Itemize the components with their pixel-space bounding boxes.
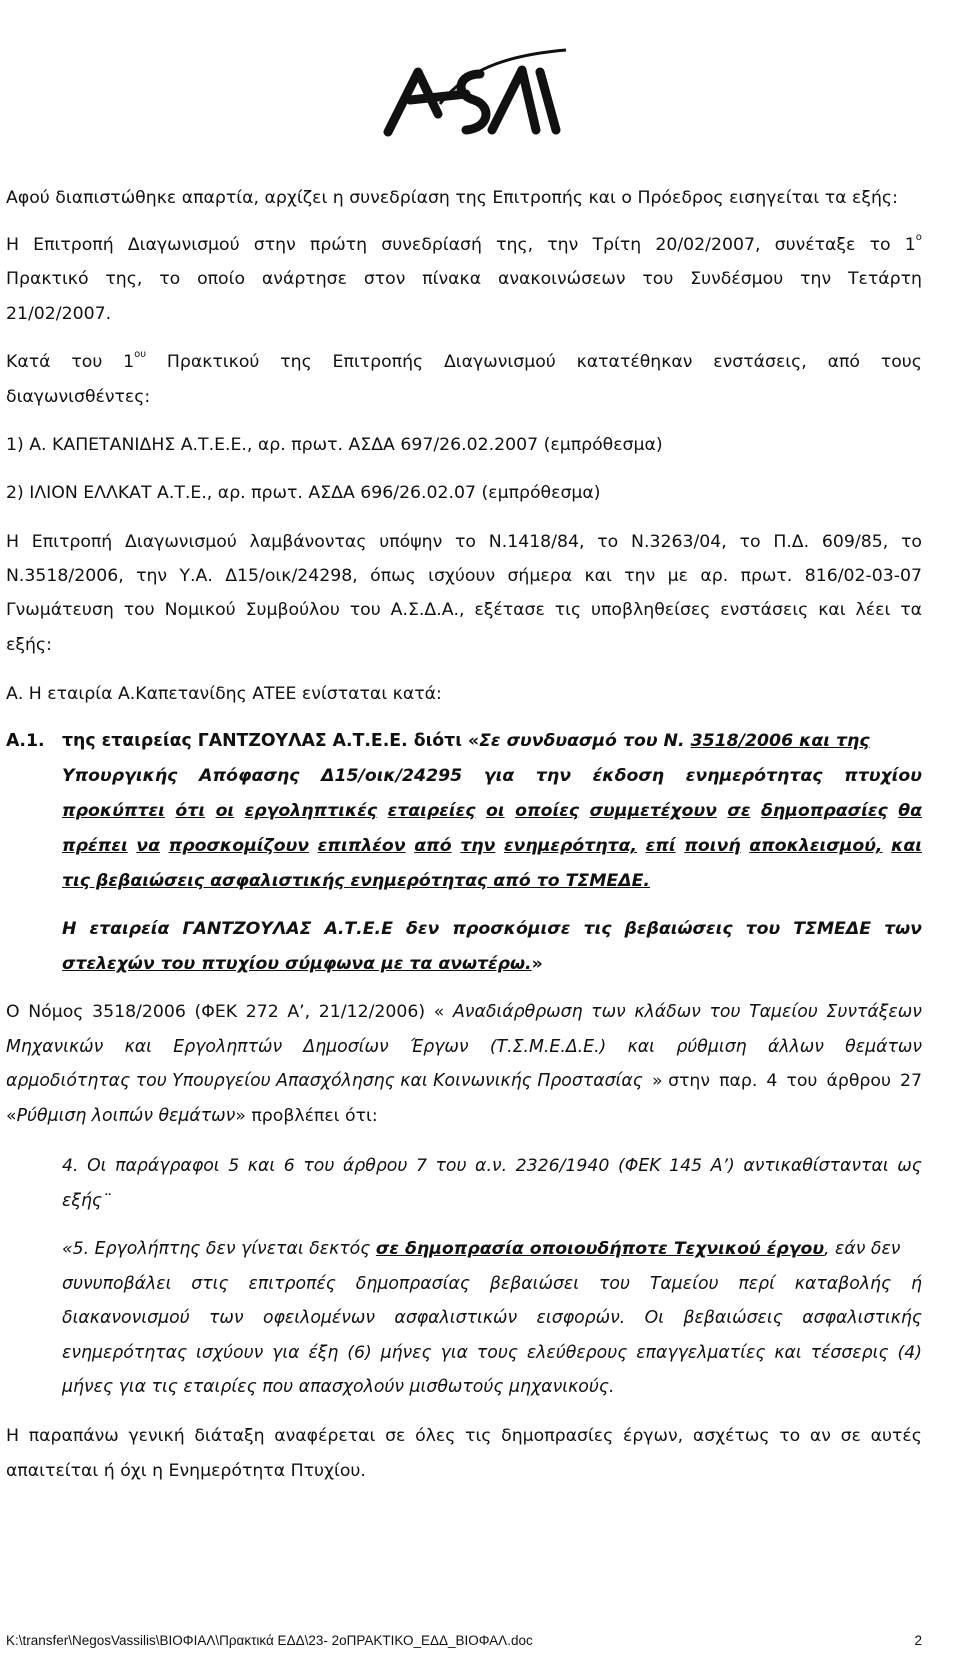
word: 27	[900, 1071, 922, 1091]
word: τους	[880, 352, 922, 372]
word: να	[136, 836, 160, 856]
word: Συνδέσμου	[690, 269, 784, 289]
word: ΓΑΝΤΖΟΥΛΑΣ	[182, 919, 312, 939]
word: όπως	[370, 566, 416, 586]
word: 21/12/2006)	[318, 1002, 426, 1022]
word: Επιτροπή	[31, 532, 113, 552]
word: για	[440, 1343, 468, 1363]
a1-line	[62, 917, 922, 941]
word: Οι	[87, 1156, 107, 1176]
word: Α’,	[287, 1002, 311, 1022]
law-paragraph-line: αρμοδιότητας του Υπουργείου Απασχόλησης και Κοινωνικής Προστασίας » στην παρ. 4 του άρθρου 27	[6, 1071, 922, 1091]
word: βεβαιώσεις	[624, 919, 733, 939]
page-footer	[6, 1632, 922, 1650]
word: Διαγωνισμού	[125, 532, 237, 552]
word: την	[547, 235, 579, 255]
word: Μηχανικών	[6, 1037, 104, 1057]
word: τις	[583, 919, 612, 939]
word: από	[827, 352, 860, 372]
word: 4	[766, 1071, 778, 1091]
word: ασφαλιστικής	[802, 1308, 922, 1328]
word: οι	[215, 801, 235, 821]
word: του	[598, 1274, 630, 1294]
word: από	[414, 836, 452, 856]
word: ισχύουν	[428, 566, 496, 586]
word: παράγραφοι	[115, 1156, 220, 1176]
review-paragraph-line	[6, 564, 922, 588]
word: επαγγελματίες	[636, 1343, 766, 1363]
word: των	[209, 1308, 244, 1328]
word: Ν.1418/84,	[488, 532, 585, 552]
word: Νόμος	[28, 1002, 84, 1022]
a1-line: Α.1. της εταιρείας ΓΑΝΤΖΟΥΛΑΣ Α.Τ.Ε.Ε. διότι «Σε συνδυασμό του Ν. 3518/2006 και της	[6, 731, 870, 751]
word: λαμβάνοντας	[249, 532, 367, 552]
word: Η	[6, 235, 19, 255]
word: τις	[465, 1426, 492, 1446]
word: (ΦΕΚ	[617, 1156, 661, 1176]
word: υπόψην	[379, 532, 443, 552]
quote-line	[62, 1306, 922, 1330]
quote-line	[62, 1272, 922, 1296]
word: Α.Σ.Δ.Α.,	[390, 600, 465, 620]
word: συνέταξε	[774, 235, 856, 255]
file-path: K:\transfer\NegosVassilis\ΒΙΟΦΙΑΛ\Πρακτικά ΕΔΔ\23- 2οΠΡΑΚΤΙΚΟ_ΕΔΔ_ΒΙΟΦΑΛ.doc	[6, 1633, 533, 1648]
commission-paragraph-line: 21/02/2007.	[6, 304, 112, 324]
word: ανακοινώσεων	[497, 269, 626, 289]
word: Νομικού	[164, 600, 236, 620]
word: βεβαιώσει	[489, 1274, 580, 1294]
a1-line: τις βεβαιώσεις ασφαλιστικής ενημερότητας από το ΤΣΜΕΔΕ.	[62, 871, 650, 891]
word: το	[779, 1426, 801, 1446]
word: του	[349, 600, 381, 620]
word: Π.Δ.	[773, 532, 810, 552]
word: του	[709, 1002, 741, 1022]
review-paragraph-line	[6, 530, 922, 554]
word: 6	[283, 1156, 295, 1176]
word: την	[535, 766, 571, 786]
word: προσκόμισε	[452, 919, 571, 939]
word: αν	[809, 1426, 831, 1446]
objection-item: 1) Α. ΚΑΠΕΤΑΝΙΔΗΣ Α.Τ.Ε.Ε., αρ. πρωτ. ΑΣΔΑ 697/26.02.2007 (εμπρόθεσμα)	[6, 435, 663, 455]
word: ισχύουν	[195, 1343, 264, 1363]
word: θα	[898, 801, 922, 821]
word: (Τ.Σ.Μ.Ε.Δ.Ε.)	[489, 1037, 607, 1057]
word: του	[123, 600, 155, 620]
word: 2326/1940	[515, 1156, 610, 1176]
word: Έργων	[409, 1037, 469, 1057]
word: παραπάνω	[28, 1426, 119, 1446]
word: του	[303, 1156, 335, 1176]
law-paragraph-line	[6, 1035, 922, 1059]
a1-line	[62, 799, 922, 823]
word: επί	[645, 836, 676, 856]
word: εξέτασε	[474, 600, 545, 620]
word: οποίο	[197, 269, 246, 289]
word: οφειλομένων	[262, 1308, 376, 1328]
word: 4.	[62, 1156, 79, 1176]
word: ασφαλιστικών	[394, 1308, 518, 1328]
word: (4)	[897, 1343, 922, 1363]
word: δημοπρασίας	[355, 1274, 470, 1294]
word: εισφορών.	[536, 1308, 626, 1328]
word: Ο	[6, 1002, 20, 1022]
word: του	[71, 352, 103, 372]
word: της,	[496, 235, 534, 255]
word: πρώτη	[309, 235, 368, 255]
word: διακανονισμού	[62, 1308, 190, 1328]
word: αντικαθίστανται	[743, 1156, 889, 1176]
word: σήμερα	[507, 566, 573, 586]
word: γενική	[128, 1426, 185, 1446]
word: 20/02/2007,	[655, 235, 761, 255]
word: υποβληθείσες	[591, 600, 711, 620]
word: Ταμείου	[649, 1274, 719, 1294]
word: της,	[105, 269, 143, 289]
quote-line: εξής¨	[62, 1191, 111, 1211]
word: την	[136, 566, 168, 586]
word: συνεδρίασή	[381, 235, 482, 255]
word: δημοπρασίες	[760, 801, 888, 821]
word: Πρακτικού	[166, 352, 260, 372]
word: Η	[6, 1426, 19, 1446]
word: και	[891, 836, 922, 856]
word: ή	[910, 1274, 922, 1294]
word: Υ.Α.	[179, 566, 213, 586]
word: στην	[253, 235, 296, 255]
word: εταιρείες	[387, 801, 476, 821]
objection-item: 2) ΙΛΙΟΝ ΕΛΛΚΑΤ Α.Τ.Ε., αρ. πρωτ. ΑΣΔΑ 696/26.02.07 (εμπρόθεσμα)	[6, 483, 601, 503]
word: ενημερότητας	[685, 766, 823, 786]
word: Απόφασης	[199, 766, 300, 786]
word: εταιρεία	[89, 919, 170, 939]
word: Δημοσίων	[303, 1037, 389, 1057]
word: αυτές	[870, 1426, 922, 1446]
word: 3518/2006	[92, 1002, 186, 1022]
word: Κατά	[6, 352, 51, 372]
word: α.ν.	[475, 1156, 508, 1176]
word: Δ15/οικ/24298,	[225, 566, 358, 586]
word: έκδοση	[592, 766, 665, 786]
word: πίνακα	[422, 269, 482, 289]
word: τους	[476, 1343, 518, 1363]
word: και	[627, 1037, 656, 1057]
word: ανάρτησε	[261, 269, 347, 289]
word: 5	[228, 1156, 240, 1176]
word: πρέπει	[62, 836, 128, 856]
word: Ν.3263/04,	[631, 532, 727, 552]
word: ασχέτως	[692, 1426, 770, 1446]
word: » στην	[652, 1071, 711, 1091]
word: 145	[669, 1156, 703, 1176]
word: ελεύθερους	[526, 1343, 628, 1363]
a1-line	[62, 834, 922, 858]
page-number: 2	[914, 1633, 922, 1648]
word: των	[591, 1002, 626, 1022]
quote-line: «5. Εργολήπτης δεν γίνεται δεκτός σε δημοπρασία οποιουδήποτε Τεχνικού έργου, εάν δεν	[62, 1239, 901, 1259]
word: στις	[191, 1274, 229, 1294]
word: για	[272, 1343, 300, 1363]
word: το	[900, 532, 922, 552]
word: διάταξη	[194, 1426, 265, 1446]
word: το	[597, 532, 619, 552]
word: λέει	[855, 600, 891, 620]
word: 272	[245, 1002, 279, 1022]
word: ποινή	[684, 836, 741, 856]
word: 7	[415, 1156, 427, 1176]
word: και	[818, 600, 846, 620]
word: 609/85,	[821, 532, 889, 552]
word: του	[435, 1156, 467, 1176]
word: 816/02-03-07	[804, 566, 922, 586]
objections-paragraph-line: διαγωνισθέντες:	[6, 387, 151, 407]
word: και	[124, 1037, 153, 1057]
word: Συμβούλου	[245, 600, 340, 620]
word: καταβολής	[794, 1274, 892, 1294]
word: Η	[6, 532, 19, 552]
word: μήνες	[380, 1343, 432, 1363]
word: Τρίτη	[592, 235, 642, 255]
word: Ταμείου	[749, 1002, 818, 1022]
word: έργων,	[622, 1426, 684, 1446]
intro-paragraph: Αφού διαπιστώθηκε απαρτία, αρχίζει η συνεδρίαση της Επιτροπής και ο Πρόεδρος εισηγείται τα εξής:	[6, 188, 898, 208]
word: Α’)	[710, 1156, 735, 1176]
word: Συντάξεων	[826, 1002, 922, 1022]
word: Τετάρτη	[847, 269, 922, 289]
word: Γνωμάτευση	[6, 600, 114, 620]
word: για	[483, 766, 515, 786]
review-paragraph-line	[6, 598, 922, 622]
commission-paragraph-line	[6, 233, 922, 257]
law-paragraph-line: «Ρύθμιση λοιπών θεμάτων» προβλέπει ότι:	[6, 1106, 378, 1126]
quote-line	[62, 1154, 922, 1178]
word: οι	[485, 801, 505, 821]
word: (6)	[347, 1343, 372, 1363]
word: Δ15/οικ/24295	[321, 766, 463, 786]
word: Διαγωνισμού	[443, 352, 556, 372]
law-paragraph-line	[6, 1000, 922, 1024]
word: την	[624, 566, 656, 586]
word: σε	[727, 801, 751, 821]
word: επιπλέον	[317, 836, 406, 856]
word: στον	[363, 269, 406, 289]
word: ενημερότητας	[62, 1343, 188, 1363]
word: ΤΣΜΕΔΕ	[793, 919, 872, 939]
word: προσκομίζουν	[168, 836, 310, 856]
word: σε	[840, 1426, 861, 1446]
word: το	[869, 235, 891, 255]
word: δημοπρασίες	[501, 1426, 614, 1446]
word: βεβαιώσεις	[683, 1308, 783, 1328]
word: το	[739, 532, 761, 552]
commission-paragraph-line	[6, 267, 922, 291]
review-paragraph-line: εξής:	[6, 635, 52, 655]
word: και	[247, 1156, 276, 1176]
word: έξη	[308, 1343, 339, 1363]
word: άλλων	[767, 1037, 824, 1057]
word: οποίες	[515, 801, 580, 821]
asda-logo	[380, 44, 570, 139]
word: το	[455, 532, 476, 552]
word: Ν.3518/2006,	[6, 566, 124, 586]
a1-label: Α.1.	[6, 731, 45, 751]
word: τα	[900, 600, 922, 620]
word: και	[774, 1343, 802, 1363]
word: Επιτροπή	[33, 235, 114, 255]
word: όλες	[415, 1426, 456, 1446]
word: ενημερότητα,	[503, 836, 638, 856]
word: αναφέρεται	[274, 1426, 376, 1446]
word: συμμετέχουν	[589, 801, 717, 821]
word: άρθρου	[826, 1071, 891, 1091]
word: ως	[897, 1156, 922, 1176]
word: Η	[62, 919, 77, 939]
word: πρωτ.	[740, 566, 793, 586]
word: Επιτροπής	[332, 352, 424, 372]
word: $1^o$	[904, 232, 922, 255]
word: Πρακτικό	[6, 269, 89, 289]
word: του	[745, 919, 781, 939]
a1-line	[62, 764, 922, 788]
word: αρ.	[700, 566, 729, 586]
word: κλάδων	[634, 1002, 701, 1022]
word: (ΦΕΚ	[194, 1002, 238, 1022]
word: σε	[385, 1426, 406, 1446]
section-a-heading: Α. Η εταιρία Α.Καπετανίδης ΑΤΕΕ ενίσταται κατά:	[6, 684, 442, 704]
word: το	[159, 269, 181, 289]
word: άρθρου	[342, 1156, 408, 1176]
word: Οι	[644, 1308, 665, 1328]
word: παρ.	[719, 1071, 758, 1091]
quote-line	[62, 1341, 922, 1365]
word: πτυχίου	[844, 766, 922, 786]
word: Διαγωνισμού	[127, 235, 240, 255]
word: συνυποβάλει	[62, 1274, 172, 1294]
word: τις	[554, 600, 582, 620]
word: του	[786, 1071, 818, 1091]
word: περί	[738, 1274, 775, 1294]
word: Υπουργικής	[62, 766, 178, 786]
quote-line: μήνες για τις εταιρίες που απασχολούν μισθωτούς μηχανικούς.	[62, 1377, 615, 1397]
word: των	[884, 919, 922, 939]
word: του	[642, 269, 674, 289]
word: εργοληπτικές	[244, 801, 378, 821]
word: $1^{o\upsilon}$	[123, 349, 147, 372]
word: ότι	[175, 801, 206, 821]
word: προκύπτει	[62, 801, 165, 821]
word: Αναδιάρθρωση	[452, 1002, 583, 1022]
word: της	[280, 352, 312, 372]
word: τέσσερις	[810, 1343, 889, 1363]
word: ενστάσεις	[720, 600, 809, 620]
word: με	[667, 566, 689, 586]
word: κατατέθηκαν	[576, 352, 693, 372]
word: και	[584, 566, 612, 586]
word: αποκλεισμού,	[749, 836, 883, 856]
word: Α.Τ.Ε.Ε	[324, 919, 393, 939]
word: την	[800, 269, 832, 289]
word: Εργοληπτών	[173, 1037, 283, 1057]
closing-paragraph-line: απαιτείται ή όχι η Ενημερότητα Πτυχίου.	[6, 1461, 366, 1481]
word: επιτροπές	[248, 1274, 336, 1294]
word: δεν	[405, 919, 440, 939]
objections-paragraph-line	[6, 350, 922, 374]
word: «	[433, 1002, 445, 1022]
word: την	[460, 836, 496, 856]
a1-line: στελεχών του πτυχίου σύμφωνα με τα ανωτέρω.»	[62, 954, 543, 974]
closing-paragraph-line	[6, 1424, 922, 1448]
word: ενστάσεις,	[713, 352, 807, 372]
word: ρύθμιση	[676, 1037, 747, 1057]
word: θεμάτων	[845, 1037, 922, 1057]
